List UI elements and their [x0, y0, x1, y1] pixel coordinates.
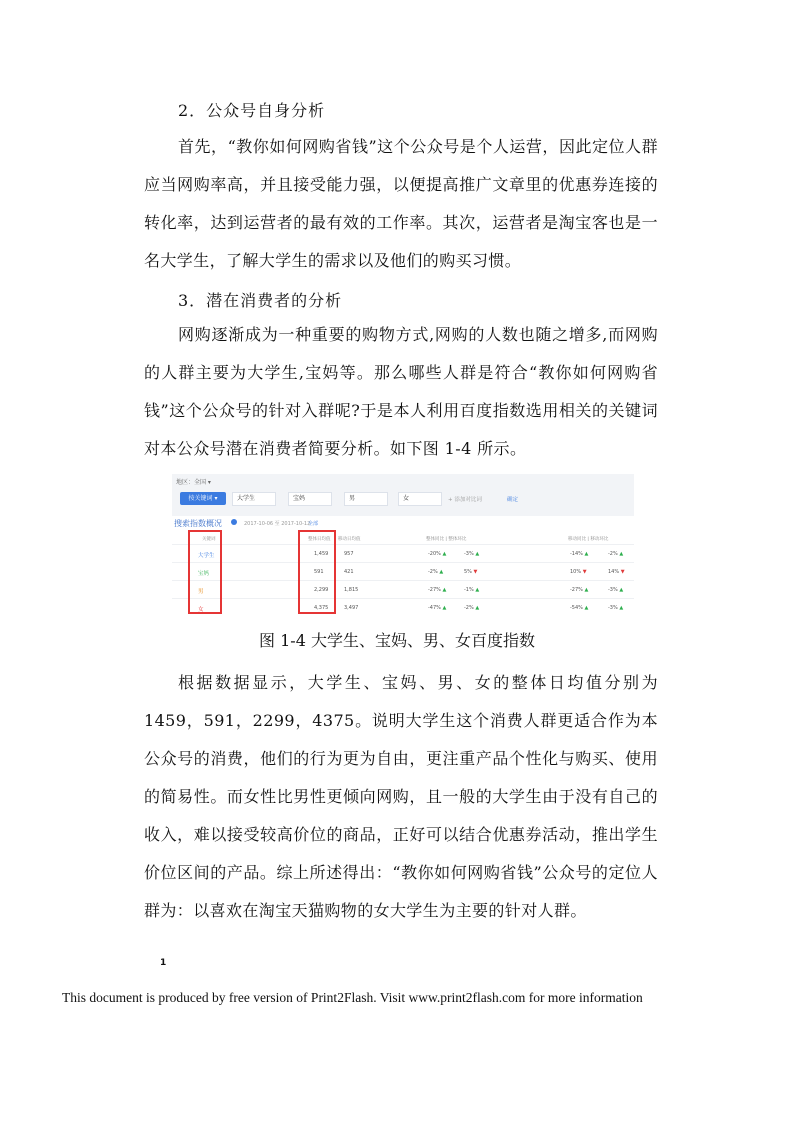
table-row	[172, 544, 634, 563]
confirm-link: 确定	[507, 497, 519, 503]
header-mobile-avg: 移动日均值	[338, 537, 361, 542]
row-mobile-yoy: -14% ▲	[570, 551, 589, 557]
up-arrow-icon: ▲	[437, 569, 444, 575]
header-keyword: 关键词	[202, 537, 216, 542]
row-overall-avg: 591	[314, 569, 324, 575]
up-arrow-icon: ▲	[440, 551, 447, 557]
row-overall-qoq: 5% ▼	[464, 569, 478, 575]
section-heading-self-analysis: 2．公众号自身分析	[178, 101, 326, 120]
section-heading-consumer-analysis: 3．潜在消费者的分析	[178, 291, 343, 310]
info-icon	[231, 519, 237, 525]
up-arrow-icon: ▲	[617, 551, 624, 557]
paragraph-conclusion: 根据数据显示，大学生、宝妈、男、女的整体日均值分别为 1459，591，2299，4375。说明大学生这个消费人群更适合作为本公众号的消费，他们的行为更为自由，更注重产品个性化与购买、使用的简易性。而女性比男性更倾向网购，且一般的大学生由于没有自己的收入，难以接受较高价位的商品，正好可以结合优惠券活动，推出学生价位区间的产品。综上所述得出：“教你如何网购省钱”公众号的定位人群为：以喜欢在淘宝天猫购物的女大学生为主要的针对人群。	[144, 673, 658, 920]
up-arrow-icon: ▲	[440, 605, 447, 611]
keyword-box: 宝妈	[288, 492, 332, 506]
up-arrow-icon: ▲	[473, 587, 480, 593]
row-overall-qoq: -3% ▲	[464, 551, 480, 557]
row-overall-avg: 2,299	[314, 587, 329, 593]
row-overall-yoy: -27% ▲	[428, 587, 447, 593]
up-arrow-icon: ▲	[582, 551, 589, 557]
row-keyword: 宝妈	[198, 571, 210, 577]
figure-title: 搜索指数概况	[174, 519, 222, 528]
row-overall-avg: 4,375	[314, 605, 329, 611]
row-mobile-avg: 957	[344, 551, 354, 557]
up-arrow-icon: ▲	[617, 587, 624, 593]
table-row	[172, 580, 634, 599]
row-overall-avg: 1,459	[314, 551, 329, 557]
keyword-box: 大学生	[232, 492, 276, 506]
down-arrow-icon: ▼	[619, 569, 625, 575]
paragraph-positioning: 首先，“教你如何网购省钱”这个公众号是个人运营，因此定位人群应当网购率高，并且接受能力强，以便提高推广文章里的优惠券连接的转化率，达到运营者的最有效的工作率。其次，运营者是淘宝客也是一名大学生，了解大学生的需求以及他们的购买习惯。	[144, 137, 658, 270]
up-arrow-icon: ▲	[440, 587, 447, 593]
row-overall-qoq: -2% ▲	[464, 605, 480, 611]
up-arrow-icon: ▲	[582, 587, 589, 593]
up-arrow-icon: ▲	[473, 551, 480, 557]
header-overall-avg: 整体日均值	[308, 537, 331, 542]
all-filter: 全部	[308, 521, 319, 527]
row-mobile-qoq: -3% ▲	[608, 587, 624, 593]
row-overall-yoy: -2% ▲	[428, 569, 444, 575]
paragraph-online-shopping: 网购逐渐成为一种重要的购物方式,网购的人数也随之增多,而网购的人群主要为大学生,宝妈等。那么哪些人群是符合“教你如何网购省钱”这个公众号的针对入群呢?于是本人利用百度指数选用相关的关键词对本公众号潜在消费者简要分析。如下图 1-4 所示。	[144, 325, 658, 458]
row-keyword: 男	[198, 589, 204, 595]
row-mobile-qoq: 14% ▼	[608, 569, 625, 575]
highlight-overall-column	[298, 530, 336, 614]
row-mobile-qoq: -2% ▲	[608, 551, 624, 557]
row-keyword: 女	[198, 607, 204, 613]
down-arrow-icon: ▼	[581, 569, 587, 575]
footer-notice: This document is produced by free version of Print2Flash. Visit www.print2flash.com for more information	[62, 990, 643, 1005]
row-mobile-yoy: -54% ▲	[570, 605, 589, 611]
row-mobile-avg: 421	[344, 569, 354, 575]
up-arrow-icon: ▲	[617, 605, 624, 611]
row-overall-qoq: -1% ▲	[464, 587, 480, 593]
row-mobile-qoq: -3% ▲	[608, 605, 624, 611]
row-mobile-avg: 3,497	[344, 605, 359, 611]
keyword-mode-button: 按关键词 ▾	[180, 492, 226, 505]
down-arrow-icon: ▼	[471, 569, 478, 575]
row-mobile-yoy: -27% ▲	[570, 587, 589, 593]
header-overall-yoy: 整体同比 | 整体环比	[426, 537, 467, 542]
row-keyword: 大学生	[198, 553, 215, 559]
region-selector: 地区：全国 ▾	[176, 479, 211, 486]
up-arrow-icon: ▲	[473, 605, 480, 611]
keyword-box: 女	[398, 492, 442, 506]
figure-filter-bar	[172, 474, 634, 516]
row-mobile-yoy: 10% ▼	[570, 569, 587, 575]
table-row	[172, 598, 634, 617]
highlight-keyword-column	[188, 530, 222, 614]
baidu-index-figure	[172, 474, 634, 616]
row-mobile-avg: 1,815	[344, 587, 359, 593]
add-compare-link: + 添加对比词	[448, 497, 482, 503]
row-overall-yoy: -47% ▲	[428, 605, 447, 611]
date-range: 2017-10-06 至 2017-10-12	[244, 521, 311, 527]
header-mobile-yoy: 移动同比 | 移动环比	[568, 537, 609, 542]
page-number: 1	[160, 958, 167, 968]
keyword-box: 男	[344, 492, 388, 506]
figure-caption: 图 1-4 大学生、宝妈、男、女百度指数	[259, 631, 535, 650]
row-overall-yoy: -20% ▲	[428, 551, 447, 557]
table-row	[172, 562, 634, 581]
up-arrow-icon: ▲	[582, 605, 589, 611]
